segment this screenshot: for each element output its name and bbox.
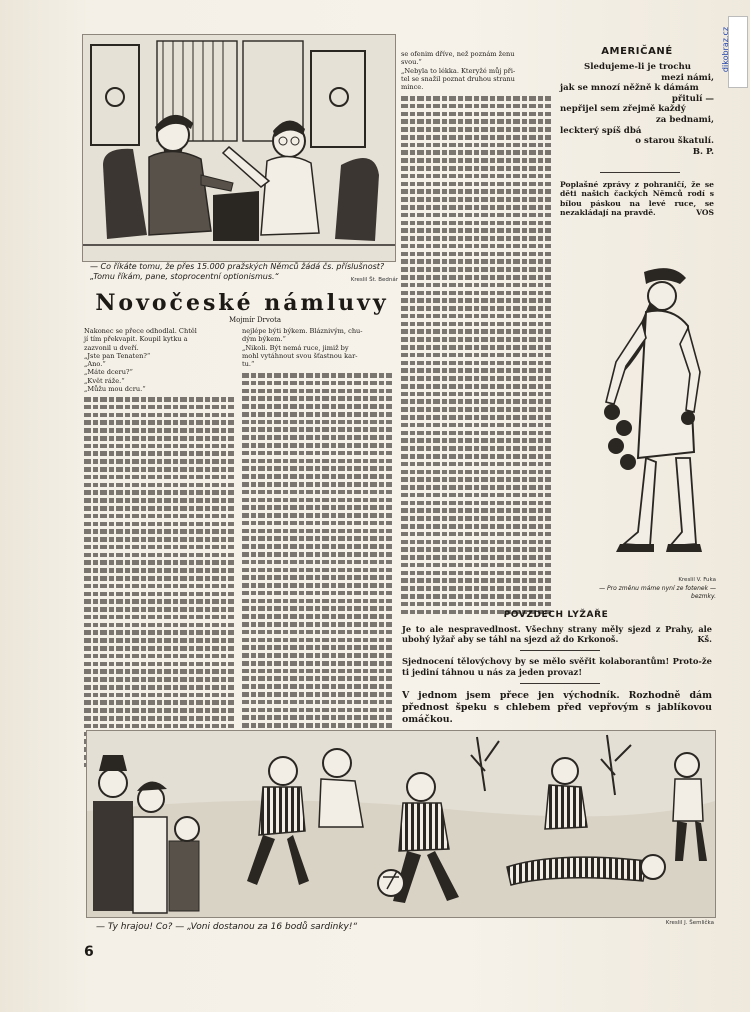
povzdech-note [402,624,712,644]
side-cartoon-credit: Kreslil V. Fuka [678,577,716,583]
side-cartoon-drawing [576,262,716,572]
article-column-1-opening [84,327,234,393]
top-cartoon [82,34,396,262]
americane-line: nepřijel sem zřejmě každý [560,104,686,115]
americane-line: jak se mnozí něžně k dámám [560,83,699,94]
article-line: zazvonil u dveří. [84,343,139,352]
article-line: dým býkem.“ [242,335,286,344]
poplasne-text: Poplašné zprávy z pohraničí, že se děti našich čackých Němců rodí s bílou páskou na levé ruce, se nezakládají na pravdě. [560,180,714,218]
article-line: tel se snažil poznat druhou stranu [401,74,515,83]
divider [600,172,680,173]
top-cartoon-caption-line2: „Tomu říkám, pane, stoprocentní optionismus.“ [90,272,279,281]
vychodnik-note: V jednom jsem přece jen východník. Rozhodně dám přednost špeku s chlebem před vepřovým s jablíkovou omáčkou. [402,690,712,725]
americane-line: o starou škatulí. [635,136,714,147]
bottom-cartoon [86,730,716,918]
article-line: mince. [401,83,424,92]
article-line: „Nikoli. Být nemá ruce, jimiž by [242,343,349,352]
poplasne-signature: VOS [696,208,714,218]
americane-line: leckterý spíš dbá [560,125,642,136]
page-number: 6 [84,944,94,960]
povzdech-signature: Kš. [697,634,712,644]
side-cartoon [576,262,716,572]
povzdech-text: Je to ale nespravedlnost. Všechny strany měly sjezd z Prahy, ale ubohý lyžař aby se táhl na sjezd až do Krkonoš. [402,624,712,644]
bottom-cartoon-caption: — Ty hrajou! Co? — „Voni dostanou za 16 bodů sardinky!“ [96,922,358,932]
top-cartoon-drawing [83,35,395,261]
article-line: se ofenim dříve, než poznám ženu [401,50,515,58]
article-line: svou.“ [401,58,422,67]
americane-line: přitulí — [671,93,714,104]
americane-line: za bednami, [655,114,714,125]
americane-title: AMERIČANÉ [601,46,673,57]
article-line: „Nebyla to lékka. Kteryžé můj při- [401,66,516,75]
article-line: „Květ ráže.“ [84,376,125,385]
article-line: „Jste pan Tenaten?“ [84,351,151,360]
americane-poem [560,62,714,157]
article-line: Nakonec se přece odhodlal. Chtěl [84,327,197,335]
bottom-cartoon-credit: Kreslil J. Šemlička [665,920,714,926]
article-title: Novočeské námluvy [95,290,389,316]
article-line: nejlépe býti býkem. Bláznivým, chu- [242,327,363,335]
article-column-2-text [242,373,392,759]
poplasne-note [560,180,714,218]
americane-line: mezi námi, [661,72,714,83]
article-column-3-text [401,96,551,614]
article-line: „Ano.“ [84,360,106,369]
watermark-badge [721,16,748,88]
article-column-1-text [84,397,234,767]
article-column-2-opening [242,327,392,368]
side-cartoon-caption: — Pro změnu máme nyní ze fotenek — bezmky. [599,585,716,600]
article-line: „Máte dceru?“ [84,368,133,377]
article-line: mohl vytáhnout svou šťastnou kar- [242,351,358,360]
divider [520,683,600,684]
divider [520,650,600,651]
article-author: Mojmír Drvota [228,316,282,324]
article-line: jí tím překvapit. Koupil kytku a [84,335,188,344]
article-line: „Můžu mou dcru.“ [84,385,146,394]
sjednoceni-note: Sjednocení tělovýchovy by se mělo svěřit kolaborantům! Proto-že ti jediní táhnou u nás za jeden provaz! [402,656,712,677]
article-line: tu.“ [242,360,255,369]
article-column-3-opening [401,50,551,91]
americane-signature: B. P. [692,146,714,157]
top-cartoon-credit: Kreslil Št. Bednár [350,277,398,283]
bottom-cartoon-drawing [87,731,715,917]
top-cartoon-caption-line1: — Co říkáte tomu, že přes 15.000 pražských Němců žádá čs. příslušnost? [90,262,385,271]
americane-line: Sledujeme-li je trochu [584,62,691,72]
povzdech-title: POVZDECH LYŽAŘE [503,610,609,620]
watermark-text: dikobraz.cz [721,26,731,73]
